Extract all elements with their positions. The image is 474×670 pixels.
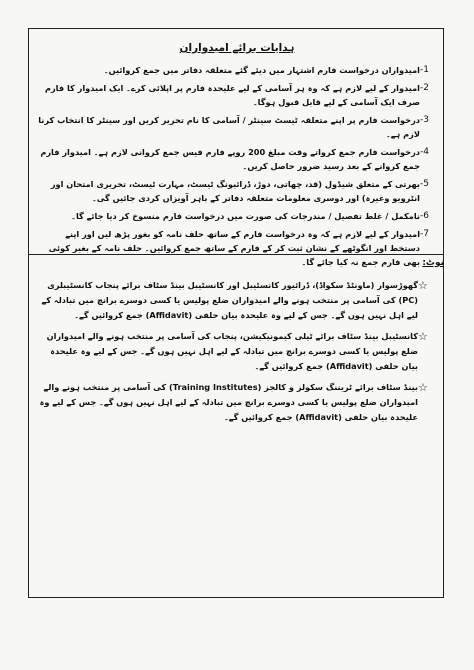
star-icon: ☆ (418, 279, 428, 292)
item-text: امیدوار کے لیے لازم ہے کہ وہ ہر آسامی کے لیے علیحدہ فارم پر اپلائی کرے۔ ایک امیدوار کا فارم صرف ایک آسامی کے لیے قابل قبول ہوگا۔ (44, 83, 420, 107)
list-item (34, 177, 444, 205)
item-number: -7 (420, 229, 429, 239)
notes-list (34, 278, 444, 431)
item-number: -3 (420, 115, 429, 125)
item-text: درخواست فارم پر اپنے متعلقہ ٹیسٹ سینٹر / آسامی کا نام تحریر کریں اور سینٹر کا انتخاب کرنا لازم ہے۔ (38, 115, 420, 139)
item-text: نامکمل / غلط تفصیل / مندرجات کی صورت میں درخواست فارم منسوخ کر دیا جائے گا۔ (71, 211, 420, 221)
item-number: -4 (420, 147, 429, 157)
star-icon: ☆ (418, 330, 428, 343)
item-text: درخواست فارم جمع کرواتے وقت مبلغ 200 روپے فارم فیس جمع کروانی لازم ہے۔ امیدوار فارم جمع کروانے کے بعد رسید ضرور حاصل کریں۔ (40, 147, 420, 171)
note-text: گھوڑسوار (ماونٹڈ سکواڈ)، ڈرائیور کانسٹیبل اور کانسٹیبل بینڈ سٹاف برائے پنجاب کانسٹیبلری (PC) کی آسامی پر منتخب ہونے والے امیدواران ضلع پولیس یا کسی دوسرے برانچ میں تبادلہ کے لیے اہل نہیں ہوں گے۔ جس کے لیے وہ علیحدہ بیان حلفی (Affidavit) جمع کروائیں گے۔ (41, 280, 418, 320)
instructions-list (34, 63, 444, 273)
list-item (34, 63, 444, 77)
section-divider (28, 254, 444, 255)
list-item (34, 227, 444, 269)
item-number: -2 (420, 83, 429, 93)
note-item (34, 380, 444, 425)
item-text: امیدوار کے لیے لازم ہے کہ وہ درخواست فارم کے ساتھ حلف نامہ کو بغور پڑھ لیں اور اپنے دستخط اور انگوٹھے کے نشان ثبت کر کے فارم کے ساتھ جمع کروائیں۔ حلف نامہ کے بغیر کوئی بھی فارم جمع نہ کیا جائے گا۔ (48, 229, 420, 267)
item-text: امیدواران درخواست فارم اشتہار میں دیئے گئے متعلقہ دفاتر میں جمع کروائیں۔ (103, 65, 420, 75)
page-title: ہدایات برائے امیدواران (179, 42, 295, 54)
note-text: بینڈ سٹاف برائے ٹریننگ سکولز و کالجز (Training Institutes) کی آسامی پر منتخب ہونے والے امیدواران ضلع پولیس یا کسی دوسرے برانچ میں تبادلہ کے لیے اہل نہیں ہوں گے۔ جس کے لیے وہ علیحدہ بیان حلفی (Affidavit) جمع کروائیں گے۔ (39, 382, 418, 422)
note-item (34, 278, 444, 323)
item-number: -6 (420, 211, 429, 221)
list-item (34, 81, 444, 109)
item-text: بھرتی کے متعلق شیڈول (قد، چھاتی، دوڑ، ڈرائیونگ ٹیسٹ، مہارت ٹیسٹ، تحریری امتحان اور انٹرویو وغیرہ) اور دوسری معلومات متعلقہ دفاتر کے باہر آویزاں کردی جائیں گی۔ (50, 179, 420, 203)
item-number: -5 (420, 179, 429, 189)
list-item (34, 113, 444, 141)
item-number: -1 (420, 65, 429, 75)
note-heading: نوٹ: (422, 258, 444, 268)
note-item (34, 329, 444, 374)
star-icon: ☆ (418, 381, 428, 394)
list-item (34, 209, 444, 223)
list-item (34, 145, 444, 173)
note-text: کانسٹیبل بینڈ سٹاف برائے ٹیلی کیمونیکیشن، پنجاب کی آسامی پر منتخب ہونے والے امیدواران ضلع پولیس یا کسی دوسرے برانچ میں تبادلہ کے لیے اہل نہیں ہوں گے۔ جس کے لیے وہ علیحدہ بیان حلفی (Affidavit) جمع کروائیں گے۔ (46, 331, 418, 371)
